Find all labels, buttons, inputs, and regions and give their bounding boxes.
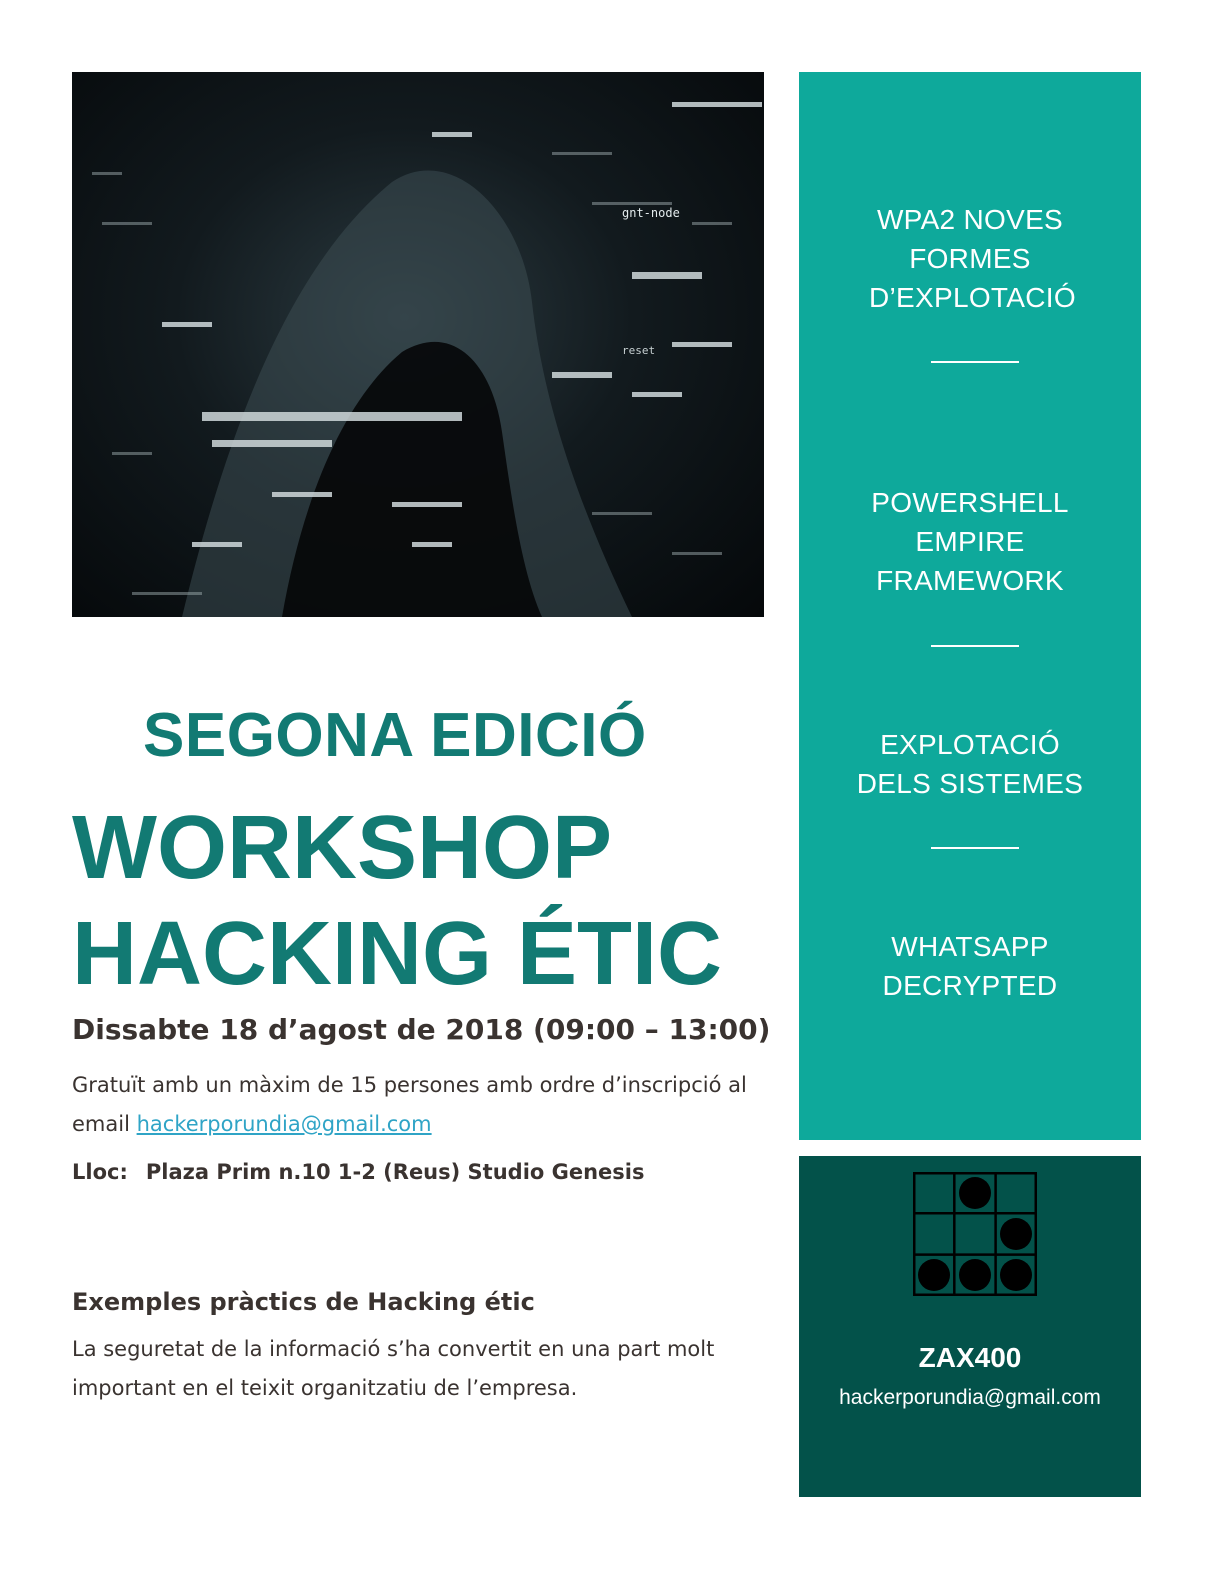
location — [72, 1160, 645, 1184]
email-link[interactable]: hackerporundia@gmail.com — [136, 1112, 432, 1136]
topics-panel — [799, 72, 1141, 1140]
hooded-hacker-illustration — [72, 72, 764, 617]
registration-text: Gratuït amb un màxim de 15 persones amb ordre d’inscripció al email — [72, 1073, 747, 1136]
location-value: Plaza Prim n.10 1-2 (Reus) Studio Genesis — [145, 1160, 645, 1184]
registration-info — [72, 1066, 762, 1144]
contact-card — [799, 1156, 1141, 1497]
hero-overlay-text: reset — [622, 344, 656, 357]
page-title — [72, 795, 722, 1007]
location-label: Lloc: — [72, 1160, 128, 1184]
topic-item: WPA2 NOVES FORMES D’EXPLOTACIÓ — [869, 204, 1076, 313]
edition-subtitle: SEGONA EDICIÓ — [143, 701, 647, 770]
event-date: Dissabte 18 d’agost de 2018 (09:00 – 13:00) — [72, 1013, 771, 1046]
topic-item: POWERSHELL EMPIRE FRAMEWORK — [871, 487, 1069, 596]
hero-image — [72, 72, 764, 617]
examples-heading: Exemples pràctics de Hacking étic — [72, 1288, 535, 1316]
glider-icon — [913, 1172, 1037, 1296]
title-line: HACKING ÉTIC — [72, 904, 722, 1004]
title-line: WORKSHOP — [72, 798, 612, 898]
contact-email[interactable]: hackerporundia@gmail.com — [839, 1386, 1101, 1409]
topic-item: EXPLOTACIÓ DELS SISTEMES — [856, 729, 1084, 799]
hero-overlay-text: gnt-node — [622, 206, 680, 220]
topic-divider — [931, 645, 1019, 647]
examples-body: La seguretat de la informació s’ha convertit en una part molt important en el teixit organitzatiu de l’empresa. — [72, 1337, 715, 1400]
topic-divider — [931, 361, 1019, 363]
topic-divider — [931, 847, 1019, 849]
topic-item: WHATSAPP DECRYPTED — [882, 931, 1058, 1001]
contact-name: ZAX400 — [918, 1342, 1022, 1373]
